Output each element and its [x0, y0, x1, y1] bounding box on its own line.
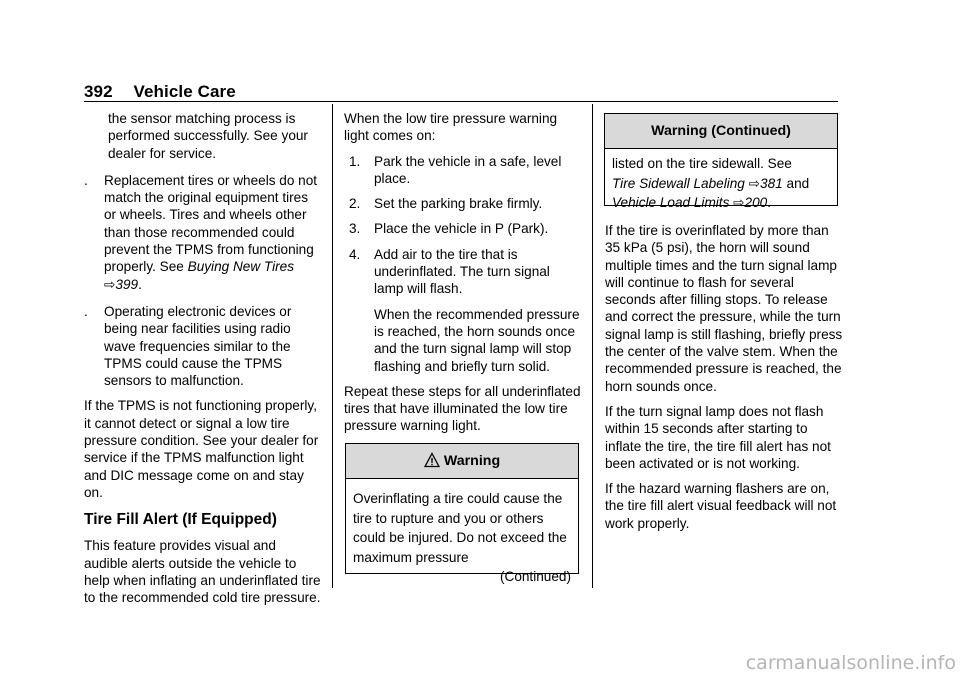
warning-continued-box: [604, 113, 838, 210]
header-rule: [84, 101, 838, 102]
column-divider-2: [592, 104, 593, 588]
step-item-3: 3. Place the vehicle in P (Park).: [349, 221, 549, 237]
warning-triangle-icon: [424, 452, 440, 468]
bullet-item-replacement: . Replacement tires or wheels do not match the original equipment tires or wheels. Tires and wheels other than those recommended could prevent the TPMS from functioning properly. See Buying New Tires ⇨399.: [84, 172, 318, 292]
ref-link-buying-new-tires[interactable]: Buying New Tires: [187, 259, 295, 275]
warning-box: [345, 443, 579, 584]
ref-link-tire-sidewall-labeling[interactable]: Tire Sidewall Labeling: [612, 175, 745, 191]
page-ref-399[interactable]: 399: [115, 276, 139, 292]
page-ref-arrow-icon: ⇨: [748, 175, 761, 191]
bullet-item-electronic-devices: . Operating electronic devices or being near facilities using radio wave frequencies similar to the TPMS could cause the TPMS sensors to malfunction.: [84, 303, 292, 389]
paragraph-no-flash: If the turn signal lamp does not flash within 15 seconds after starting to inflate the tire, the tire fill alert has not been activated or is not working.: [605, 403, 831, 471]
paragraph-repeat-steps: Repeat these steps for all underinflated tires that have illuminated the low tire pressure warning light.: [344, 383, 581, 434]
paragraph-hazard-flashers: If the hazard warning flashers are on, the tire fill alert visual feedback will not work properly.: [605, 481, 837, 531]
step-item-1: 1. Park the vehicle in a safe, level place.: [349, 153, 562, 186]
bullet-marker: .: [84, 172, 88, 188]
paragraph-overinflated: If the tire is overinflated by more than 35 kPa (5 psi), the horn will sound multiple times and the turn signal lamp will continue to flash for several seconds after filling stops. To release and correct the pressure, while the turn signal lamp is still flashing, briefly press the center of the valve stem. When the recommended pressure is reached, the horn sounds once.: [605, 223, 843, 394]
ref-link-vehicle-load-limits[interactable]: Vehicle Load Limits: [612, 195, 730, 210]
page-number: 392: [84, 82, 113, 101]
warning-box-header: [346, 444, 578, 479]
column-3: [605, 222, 843, 532]
column-divider-1: [332, 104, 333, 588]
warning-title: Warning: [443, 453, 501, 469]
warning-body: Overinflating a tire could cause the tire to rupture and you or others could be injured. Do not exceed the maximum pressure: [353, 491, 567, 565]
page-ref-200[interactable]: 200: [744, 195, 768, 210]
paragraph-tpms-malfunction: If the TPMS is not functioning properly, it cannot detect or signal a low tire pressure condition. See your dealer for service if the TPMS malfunction light and DIC message come on and stay on.: [84, 398, 319, 500]
column-1: [84, 110, 322, 606]
column-2: [344, 110, 582, 435]
step-4-detail: When the recommended pressure is reached, the horn sounds once and the turn signal lamp will stop flashing and briefly turn solid.: [374, 306, 580, 374]
warning-continued-body: listed on the tire sidewall. See Tire Sidewall Labeling ⇨381 and Vehicle Load Limits ⇨200.: [612, 156, 810, 210]
watermark: carmanualsonline.info: [745, 652, 956, 674]
section-title: Vehicle Care: [133, 82, 236, 101]
step-item-4: 4. Add air to the tire that is underinflated. The turn signal lamp will flash.: [349, 246, 550, 297]
steps-list: [344, 153, 582, 375]
paragraph-tire-fill-alert: This feature provides visual and audible alerts outside the vehicle to help when inflating an underinflated tire to the recommended cold tire pressure.: [84, 538, 321, 606]
step-item-2: 2. Set the parking brake firmly.: [349, 196, 543, 212]
bullet-marker: .: [84, 303, 88, 319]
warning-continued: (Continued): [499, 569, 571, 584]
section-heading-tire-fill-alert: Tire Fill Alert (If Equipped): [84, 511, 277, 529]
continued-bullet-text: the sensor matching process is performed successfully. See your dealer for service.: [108, 111, 308, 161]
page-ref-arrow-icon: ⇨: [104, 276, 116, 292]
warning-continued-header: Warning (Continued): [605, 114, 837, 149]
page-ref-381[interactable]: 381: [760, 175, 783, 191]
page-ref-arrow-icon: ⇨: [733, 195, 745, 210]
steps-intro: When the low tire pressure warning light comes on:: [344, 111, 558, 144]
page-header: [84, 82, 236, 102]
